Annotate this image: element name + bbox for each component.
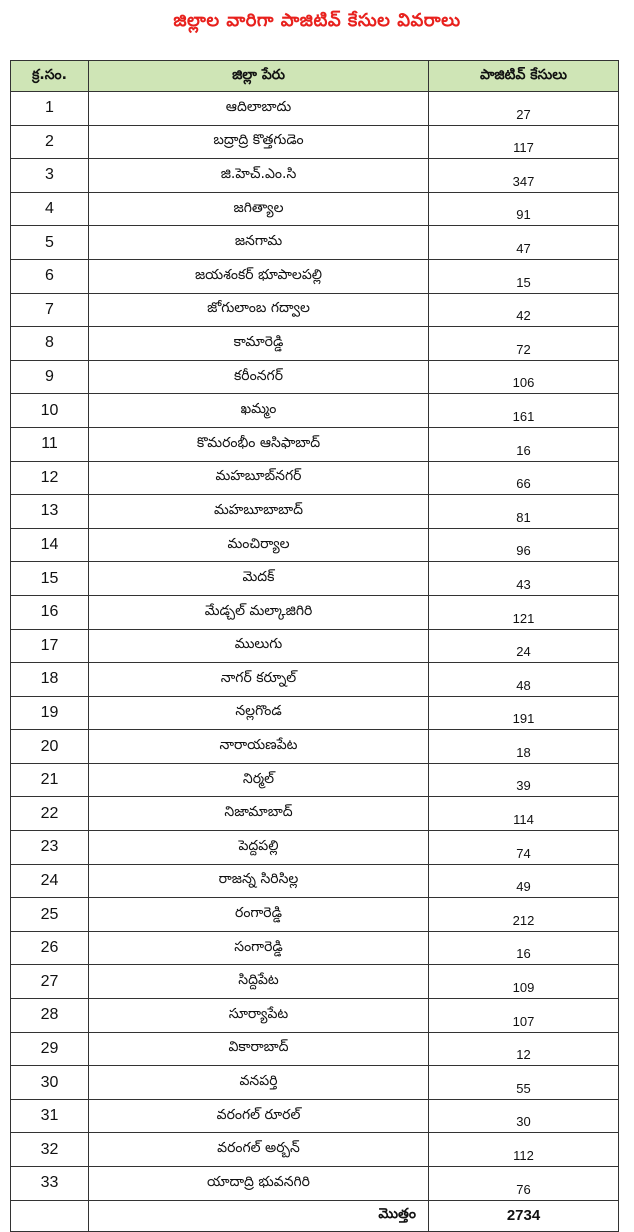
serial-number-cell: 15 [11,562,89,596]
positive-cases-cell: 114 [429,797,619,831]
table-row [11,226,619,260]
positive-cases-cell: 96 [429,528,619,562]
table-header [11,61,619,92]
table-row [11,797,619,831]
district-name-cell: జోగులాంబ గద్వాల [89,293,429,327]
table-row [11,931,619,965]
positive-cases-cell: 47 [429,226,619,260]
serial-number-cell: 24 [11,864,89,898]
table-row [11,1167,619,1201]
district-name-cell: పెద్దపల్లి [89,831,429,865]
district-name-cell: ఆదిలాబాదు [89,92,429,126]
district-name-cell: కొమరంభీం ఆసిఫాబాద్ [89,427,429,461]
total-value: 2734 [429,1200,619,1231]
serial-number-cell: 18 [11,663,89,697]
serial-number-cell: 12 [11,461,89,495]
page-title: జిల్లాల వారిగా పాజిటివ్ కేసుల వివరాలు [173,10,461,31]
serial-number-cell: 13 [11,495,89,529]
positive-cases-cell: 106 [429,360,619,394]
district-name-cell: జయశంకర్ భూపాలపల్లి [89,259,429,293]
serial-number-cell: 26 [11,931,89,965]
district-name-cell: మహబూబ్‌నగర్ [89,461,429,495]
district-name-cell: కరీంనగర్ [89,360,429,394]
positive-cases-cell: 347 [429,159,619,193]
table-row [11,1133,619,1167]
positive-cases-cell: 109 [429,965,619,999]
table-row [11,1066,619,1100]
table-row [11,293,619,327]
serial-number-cell: 20 [11,730,89,764]
serial-number-cell: 31 [11,1099,89,1133]
table-row [11,831,619,865]
serial-number-cell: 33 [11,1167,89,1201]
positive-cases-cell: 66 [429,461,619,495]
positive-cases-cell: 49 [429,864,619,898]
district-name-cell: నల్లగొండ [89,696,429,730]
positive-cases-cell: 16 [429,931,619,965]
positive-cases-cell: 107 [429,999,619,1033]
positive-cases-cell: 55 [429,1066,619,1100]
total-label: మొత్తం [89,1200,429,1231]
district-name-cell: మెదక్ [89,562,429,596]
table-row [11,864,619,898]
table-row [11,898,619,932]
positive-cases-cell: 48 [429,663,619,697]
serial-number-cell: 7 [11,293,89,327]
serial-number-cell: 8 [11,327,89,361]
table-row [11,159,619,193]
district-name-cell: బద్రాద్రి కొత్తగుడెం [89,125,429,159]
serial-number-cell: 30 [11,1066,89,1100]
serial-number-cell: 6 [11,259,89,293]
table-row [11,327,619,361]
table-row [11,999,619,1033]
serial-number-cell: 3 [11,159,89,193]
serial-number-cell: 28 [11,999,89,1033]
positive-cases-cell: 27 [429,92,619,126]
district-name-cell: వరంగల్ రూరల్ [89,1099,429,1133]
district-name-cell: సిద్దిపేట [89,965,429,999]
district-name-cell: సూర్యాపేట [89,999,429,1033]
district-name-cell: మంచిర్యాల [89,528,429,562]
table-row [11,192,619,226]
table-row [11,1032,619,1066]
header-district-name: జిల్లా పేరు [89,61,429,92]
table-row [11,1099,619,1133]
table-row [11,595,619,629]
serial-number-cell: 17 [11,629,89,663]
positive-cases-cell: 212 [429,898,619,932]
table-row [11,696,619,730]
table-row [11,360,619,394]
positive-cases-cell: 24 [429,629,619,663]
positive-cases-cell: 15 [429,259,619,293]
table-row [11,629,619,663]
positive-cases-cell: 76 [429,1167,619,1201]
table-row [11,461,619,495]
serial-number-cell: 1 [11,92,89,126]
positive-cases-cell: 43 [429,562,619,596]
positive-cases-cell: 117 [429,125,619,159]
district-cases-table [10,60,619,1232]
positive-cases-cell: 161 [429,394,619,428]
table-row [11,125,619,159]
positive-cases-cell: 112 [429,1133,619,1167]
serial-number-cell: 19 [11,696,89,730]
table-row [11,663,619,697]
serial-number-cell: 5 [11,226,89,260]
district-name-cell: ఖమ్మం [89,394,429,428]
serial-number-cell: 9 [11,360,89,394]
serial-number-cell: 4 [11,192,89,226]
table-row [11,965,619,999]
district-name-cell: వరంగల్ అర్బన్ [89,1133,429,1167]
serial-number-cell: 11 [11,427,89,461]
positive-cases-cell: 42 [429,293,619,327]
positive-cases-cell: 72 [429,327,619,361]
district-name-cell: యాదాద్రి భువనగిరి [89,1167,429,1201]
serial-number-cell: 22 [11,797,89,831]
serial-number-cell: 32 [11,1133,89,1167]
table-row [11,763,619,797]
positive-cases-cell: 74 [429,831,619,865]
header-row [11,61,619,92]
serial-number-cell: 10 [11,394,89,428]
positive-cases-cell: 191 [429,696,619,730]
district-name-cell: నారాయణపేట [89,730,429,764]
district-name-cell: ములుగు [89,629,429,663]
serial-number-cell: 27 [11,965,89,999]
district-name-cell: వికారాబాద్ [89,1032,429,1066]
table-row [11,259,619,293]
district-name-cell: కామారెడ్డి [89,327,429,361]
positive-cases-cell: 121 [429,595,619,629]
serial-number-cell: 2 [11,125,89,159]
header-positive-cases: పాజిటివ్ కేసులు [429,61,619,92]
positive-cases-cell: 18 [429,730,619,764]
total-row [11,1200,619,1231]
positive-cases-cell: 39 [429,763,619,797]
district-name-cell: జనగామ [89,226,429,260]
positive-cases-cell: 16 [429,427,619,461]
total-empty-cell [11,1200,89,1231]
serial-number-cell: 14 [11,528,89,562]
positive-cases-cell: 81 [429,495,619,529]
district-name-cell: మహబూబాబాద్ [89,495,429,529]
district-name-cell: నాగర్ కర్నూల్ [89,663,429,697]
table-row [11,427,619,461]
district-name-cell: మేడ్చల్ మల్కాజిగిరి [89,595,429,629]
serial-number-cell: 21 [11,763,89,797]
district-name-cell: సంగారెడ్డి [89,931,429,965]
table-row [11,730,619,764]
positive-cases-cell: 91 [429,192,619,226]
table-row [11,495,619,529]
district-name-cell: రాజన్న సిరిసిల్ల [89,864,429,898]
table-row [11,562,619,596]
table-row [11,92,619,126]
table-row [11,394,619,428]
table-body [11,92,619,1232]
district-name-cell: వనపర్తి [89,1066,429,1100]
header-serial-number: క్ర.సం. [11,61,89,92]
serial-number-cell: 25 [11,898,89,932]
serial-number-cell: 16 [11,595,89,629]
positive-cases-cell: 30 [429,1099,619,1133]
district-name-cell: నిజామాబాద్ [89,797,429,831]
district-name-cell: జి.హెచ్.ఎం.సి [89,159,429,193]
district-name-cell: రంగారెడ్డి [89,898,429,932]
district-name-cell: జగిత్యాల [89,192,429,226]
serial-number-cell: 29 [11,1032,89,1066]
district-name-cell: నిర్మల్ [89,763,429,797]
serial-number-cell: 23 [11,831,89,865]
positive-cases-cell: 12 [429,1032,619,1066]
table-row [11,528,619,562]
